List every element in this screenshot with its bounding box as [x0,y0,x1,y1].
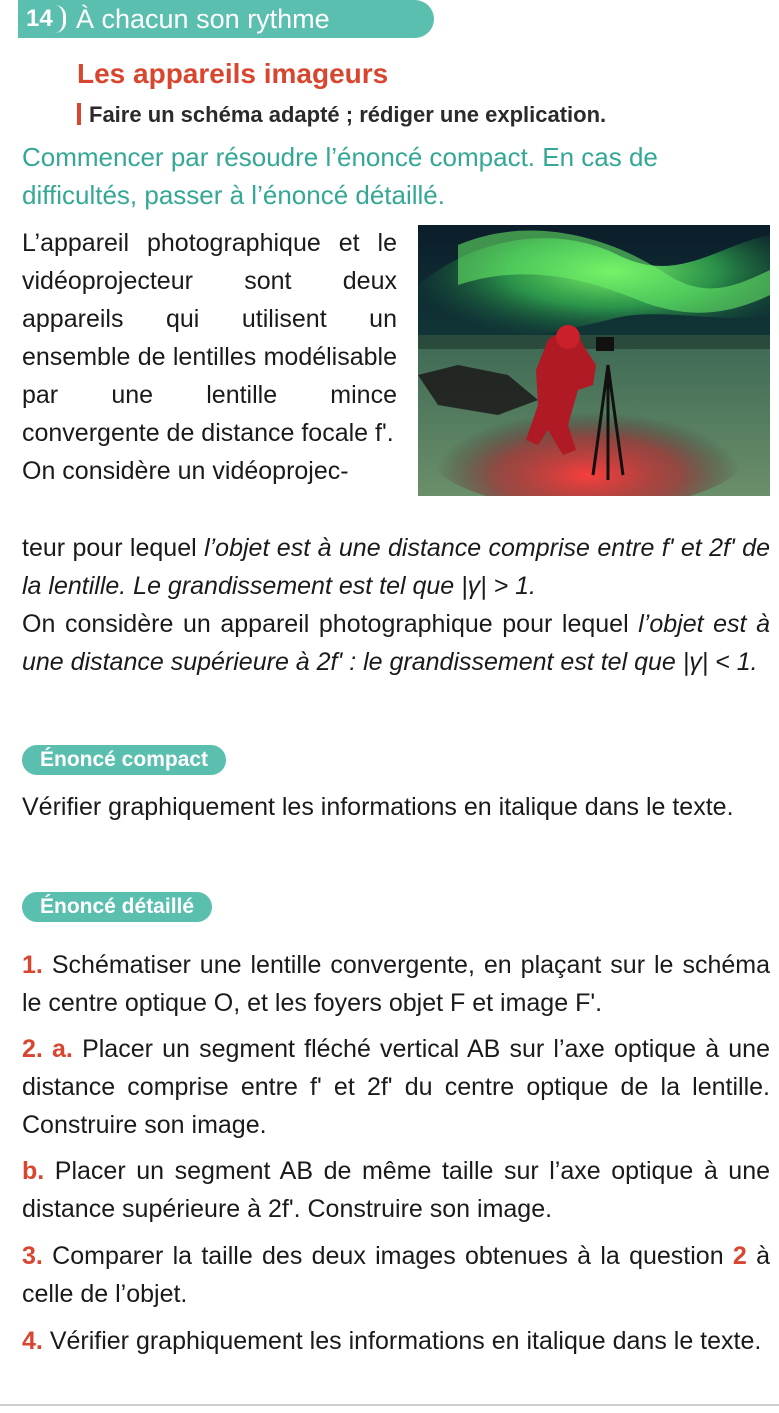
question-4 [22,1322,770,1360]
exercise-header-title: À chacun son rythme [76,3,330,34]
question-reference: 2 [732,1242,747,1270]
aurora-photographer-photo [418,225,770,496]
appareil-italic: l’objet est à une distance supérieure à 2f' : le grandissement est tel que |γ| < 1. [22,610,771,676]
enonce-compact-text: Vérifier graphiquement les informations en italique dans le texte. [22,793,734,821]
intro-column [22,224,397,490]
enonce-compact-label: Énoncé compact [22,745,226,775]
exercise-header [18,0,434,38]
question-number: 4. [22,1327,43,1355]
exercise-title: Les appareils imageurs [77,58,389,89]
question-3 [22,1237,770,1313]
skill-line [77,102,606,128]
appareil-paragraph [22,605,770,681]
paren-icon [55,5,66,33]
skill-bar-icon [77,103,81,125]
aurora-photo-illustration [418,225,770,496]
question-1 [22,946,770,1022]
videoprojecteur-text: teur pour lequel [22,534,205,562]
question-text: Placer un segment fléché vertical AB sur l’axe optique à une distance comprise entre f' et 2f' du centre optique de la lentille. Construire son image. [22,1035,770,1139]
question-number: 2. a. [22,1035,73,1063]
skill-text: Faire un schéma adapté ; rédiger une explication. [89,102,607,127]
bottom-divider [0,1404,779,1406]
intro-paragraph-videoprojecteur-start: On considère un vidéoprojec- [22,457,349,485]
question-2a [22,1030,770,1144]
exercise-number: 14 [26,5,53,32]
exercise-number-badge [26,2,66,36]
instruction-text: Commencer par résoudre l’énoncé compact. En cas de difficultés, passer à l’énoncé détaillé. [22,142,658,210]
question-number: 3. [22,1242,43,1270]
enonce-detaille-label: Énoncé détaillé [22,892,212,922]
question-text: Schématiser une lentille convergente, en plaçant sur le schéma le centre optique O, et les foyers objet F et image F'. [22,951,770,1017]
appareil-text: On considère un appareil photographique pour lequel [22,610,639,638]
question-2b [22,1152,770,1228]
intro-paragraph: L’appareil photographique et le vidéoprojecteur sont deux appareils qui utilisent un ensemble de lentilles modélisable par une lentille mince convergente de distance focale f'. [22,229,397,447]
videoprojecteur-paragraph [22,529,770,605]
question-text: Comparer la taille des deux images obtenues à la question [52,1242,733,1270]
videoprojecteur-italic: l’objet est à une distance comprise entre f' et 2f' de la lentille. Le grandissement est tel que |γ| > 1. [22,534,770,600]
question-number: b. [22,1157,45,1185]
question-text: Placer un segment AB de même taille sur l’axe optique à une distance supérieure à 2f'. Construire son image. [22,1157,771,1223]
question-text: à celle de l’objet. [22,1242,771,1308]
question-number: 1. [22,951,43,979]
question-text: Vérifier graphiquement les informations en italique dans le texte. [49,1327,762,1355]
